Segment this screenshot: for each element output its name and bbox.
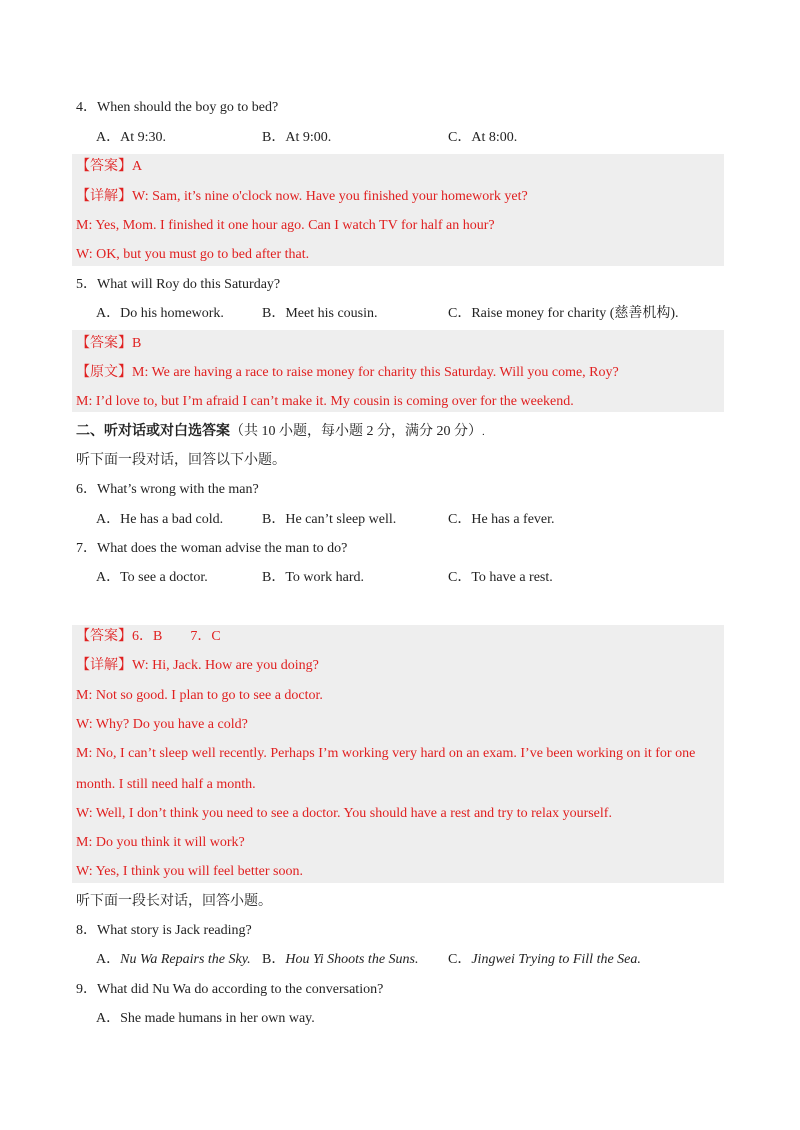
q7-option-c: C．To have a rest. [448, 570, 553, 585]
q6-7-answer: 【答案】6．B 7．C [76, 629, 221, 644]
option-prefix: C． [448, 952, 472, 967]
q7-option-b: B．To work hard. [262, 570, 365, 585]
q6-option-b: B．He can’t sleep well. [262, 512, 397, 527]
q6-option-c: C．He has a fever. [448, 512, 555, 527]
q6-7-transcript-line: W: Yes, I think you will feel better soon. [76, 864, 303, 879]
q4-option-c: C．At 8:00. [448, 130, 518, 145]
q5-option-b: B．Meet his cousin. [262, 306, 378, 321]
q4-option-b: B．At 9:00. [262, 130, 332, 145]
q5-original-text: 【原文】M: We are having a race to raise money for charity this Saturday. Will you come, Roy? [76, 365, 619, 380]
q5-option-a: A．Do his homework. [96, 306, 224, 321]
section-note: （共 10 小题，每小题 2 分，满分 20 分） [230, 424, 482, 439]
q6-7-transcript-line: month. I still need half a month. [76, 777, 256, 792]
q6-7-transcript-line: M: No, I can’t sleep well recently. Perhaps I’m working very hard on an exam. I’ve been working on it for one [76, 746, 696, 761]
q8-option-a [96, 951, 251, 969]
option-title: Hou Yi Shoots the Suns. [285, 952, 419, 967]
section-title: 二、听对话或对白选答案 [76, 424, 230, 439]
question-7: 7．What does the woman advise the man to do? [76, 541, 348, 556]
q9-option-a: A．She made humans in her own way. [96, 1011, 315, 1026]
option-title: Nu Wa Repairs the Sky. [120, 952, 251, 967]
option-prefix: A． [96, 952, 121, 967]
q8-option-b [262, 951, 418, 969]
q5-transcript-line: M: I’d love to, but I’m afraid I can’t make it. My cousin is coming over for the weekend. [76, 394, 574, 409]
q4-transcript-line: M: Yes, Mom. I finished it one hour ago. Can I watch TV for half an hour? [76, 218, 495, 233]
section-heading [76, 423, 485, 441]
option-title: Jingwei Trying to Fill the Sea. [471, 952, 641, 967]
section-intro: 听下面一段对话，回答以下小题。 [76, 453, 286, 468]
q4-detail: 【详解】W: Sam, it’s nine o'clock now. Have you finished your homework yet? [76, 189, 528, 204]
q4-transcript-line: W: OK, but you must go to bed after that. [76, 247, 310, 262]
q5-option-c: C．Raise money for charity (慈善机构). [448, 306, 679, 321]
q7-option-a: A．To see a doctor. [96, 570, 208, 585]
section-dot: . [482, 426, 485, 438]
q6-7-transcript-line: M: Not so good. I plan to go to see a doctor. [76, 688, 323, 703]
q5-answer: 【答案】B [76, 336, 142, 351]
q4-option-a: A．At 9:30. [96, 130, 166, 145]
question-6: 6．What’s wrong with the man? [76, 482, 259, 497]
q6-7-transcript-line: M: Do you think it will work? [76, 835, 245, 850]
question-9: 9．What did Nu Wa do according to the conversation? [76, 982, 384, 997]
section-intro: 听下面一段长对话，回答小题。 [76, 894, 272, 909]
question-8: 8．What story is Jack reading? [76, 923, 252, 938]
q6-7-transcript-line: W: Why? Do you have a cold? [76, 717, 248, 732]
q4-answer: 【答案】A [76, 159, 143, 174]
q6-7-detail: 【详解】W: Hi, Jack. How are you doing? [76, 658, 319, 673]
q8-option-c [448, 951, 641, 969]
question-4: 4．When should the boy go to bed? [76, 100, 279, 115]
q6-option-a: A．He has a bad cold. [96, 512, 224, 527]
option-prefix: B． [262, 952, 286, 967]
q6-7-transcript-line: W: Well, I don’t think you need to see a doctor. You should have a rest and try to relax yourself. [76, 806, 612, 821]
question-5: 5．What will Roy do this Saturday? [76, 277, 281, 292]
